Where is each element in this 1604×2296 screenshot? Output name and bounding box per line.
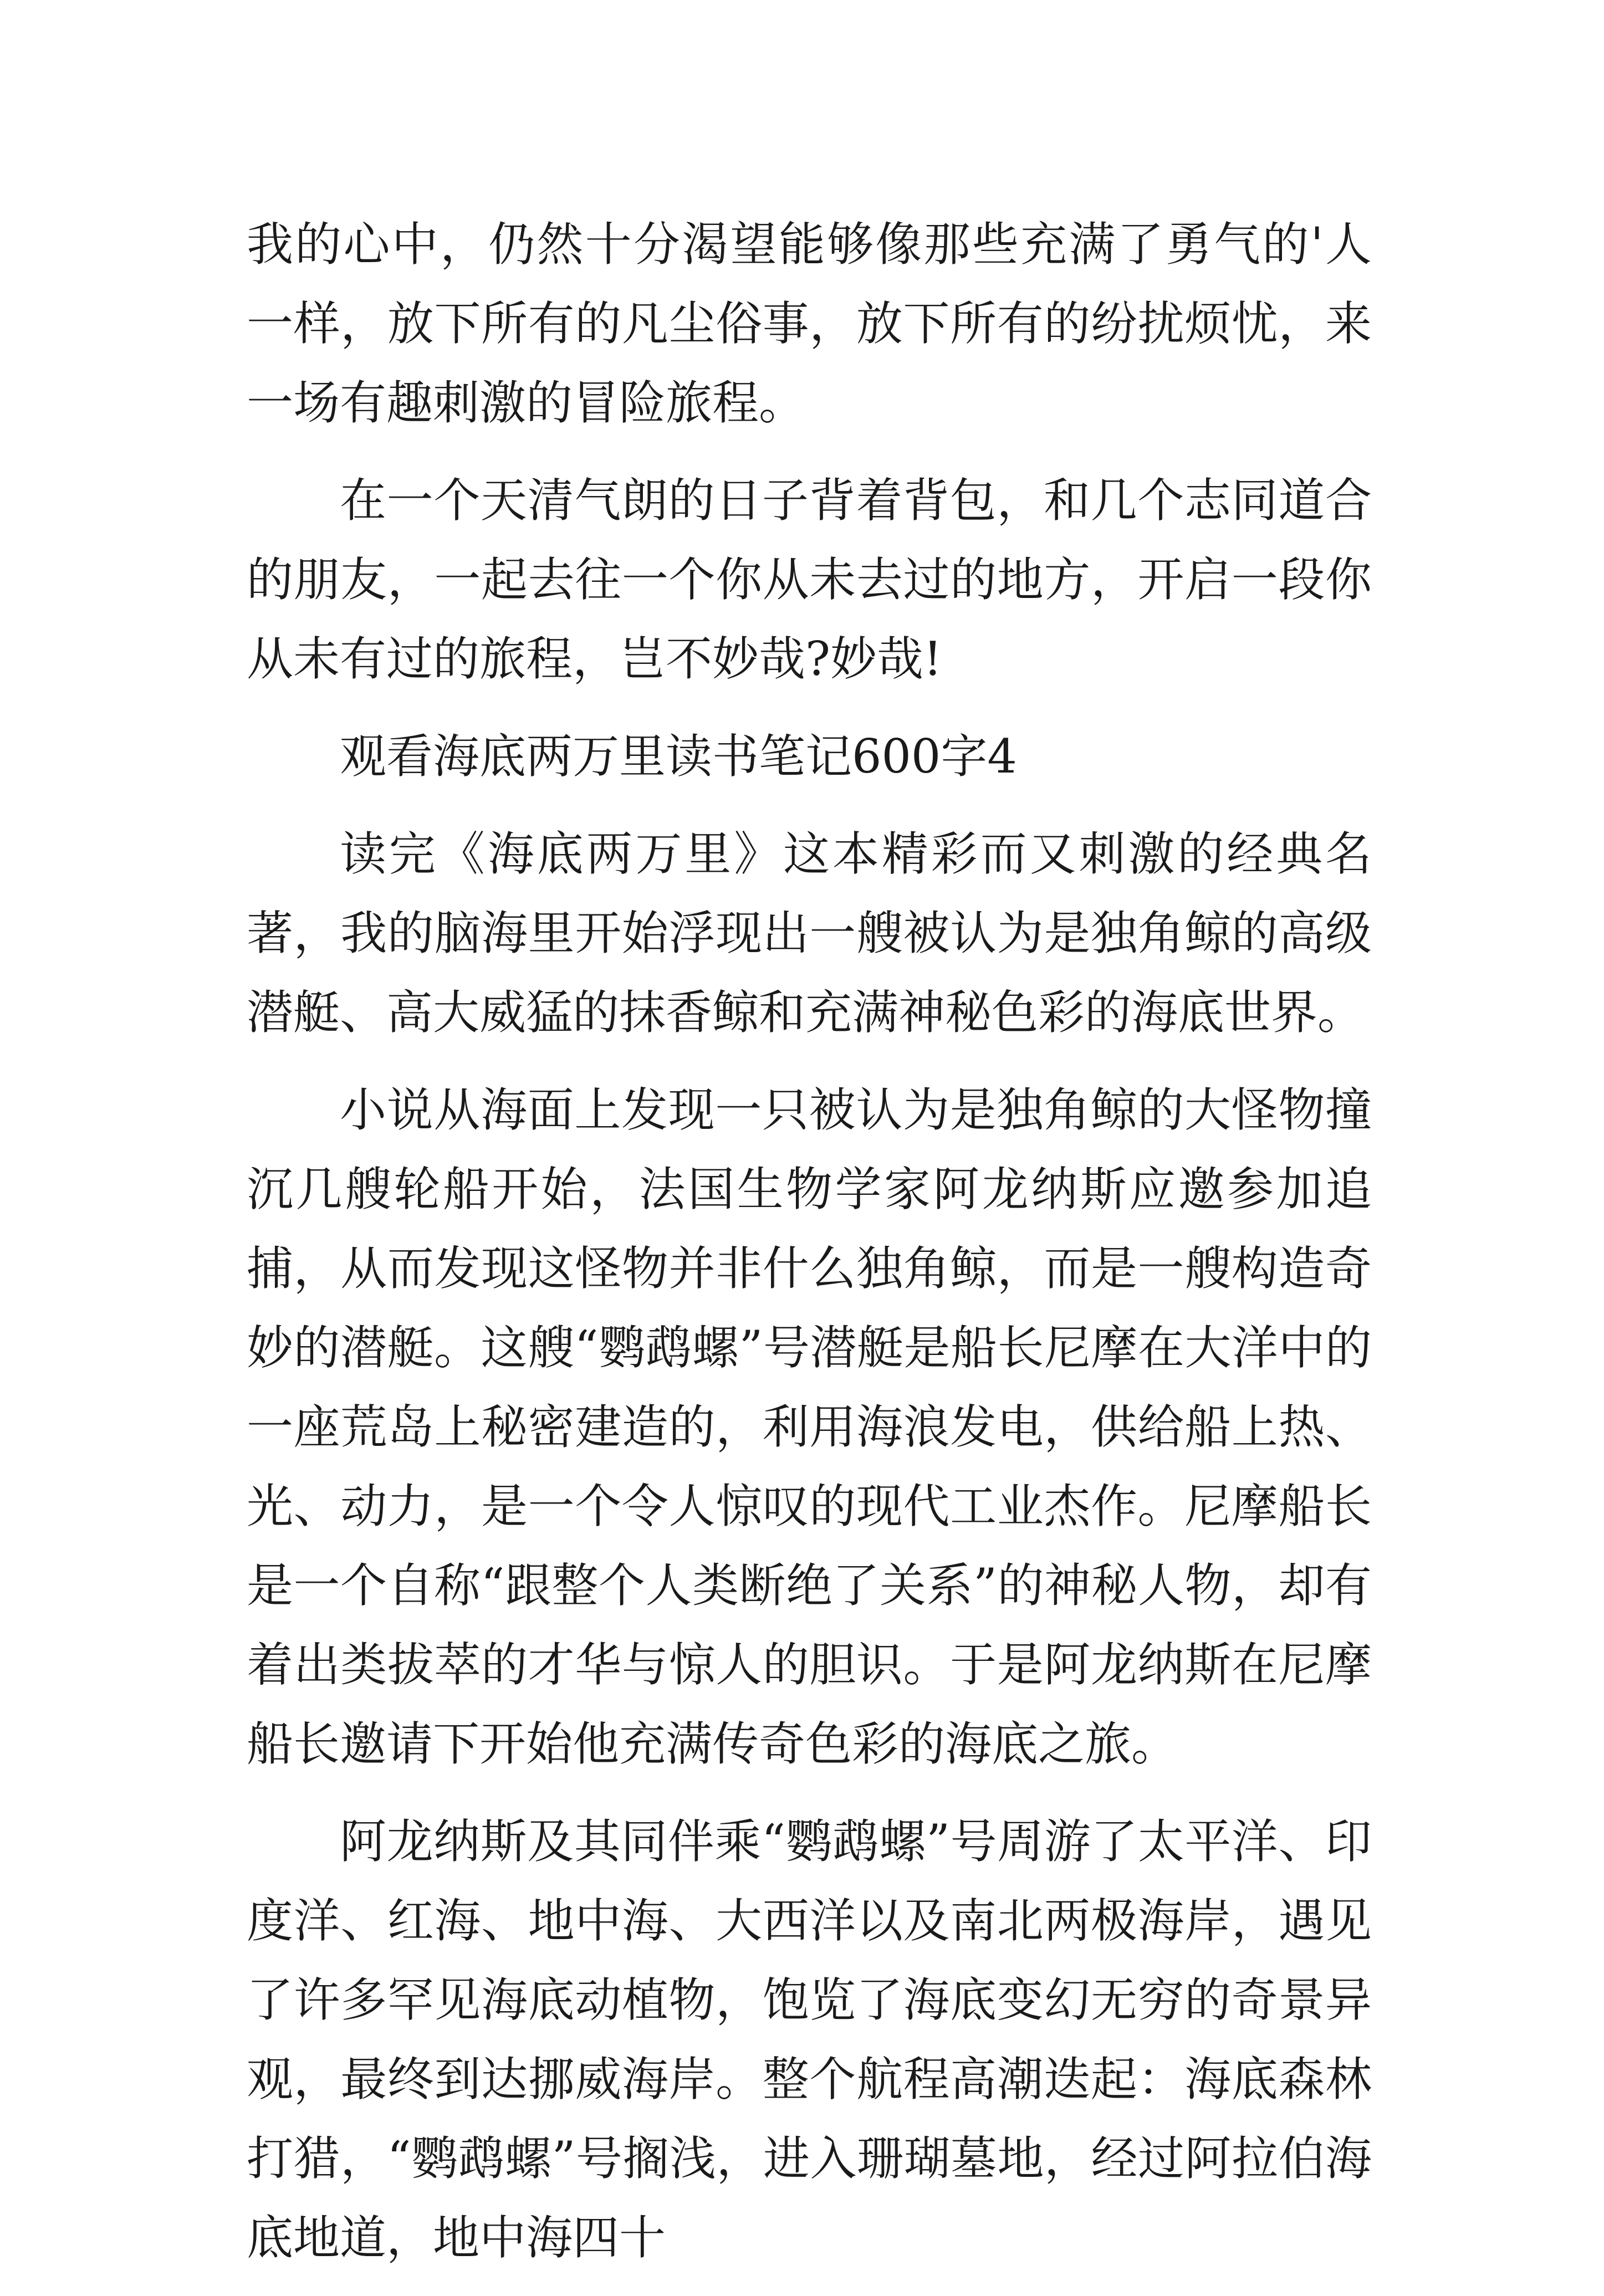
paragraph-5: 阿龙纳斯及其同伴乘“鹦鹉螺”号周游了太平洋、印度洋、红海、地中海、大西洋以及南北两极海岸，遇见了许多罕见海底动植物，饱览了海底变幻无穷的奇景异观，最终到达挪威海岸。整个航程高潮迭起：海底森林打猎，“鹦鹉螺”号搁浅，进入珊瑚墓地，经过阿拉伯海底地道，地中海四十 — [247, 1814, 1372, 2265]
paragraph-2: 在一个天清气朗的日子背着背包，和几个志同道合的朋友，一起去往一个你从未去过的地方，开启一段你从未有过的旅程，岂不妙哉?妙哉! — [247, 473, 1372, 686]
section-heading: 观看海底两万里读书笔记600字4 — [340, 729, 1017, 784]
paragraph-3: 读完《海底两万里》这本精彩而又刺激的经典名著，我的脑海里开始浮现出一艘被认为是独角鲸的高级潜艇、高大威猛的抹香鲸和充满神秘色彩的海底世界。 — [247, 827, 1372, 1040]
body-text — [247, 205, 1372, 2296]
paragraph-4: 小说从海面上发现一只被认为是独角鲸的大怪物撞沉几艘轮船开始，法国生物学家阿龙纳斯应邀参加追捕，从而发现这怪物并非什么独角鲸，而是一艘构造奇妙的潜艇。这艘“鹦鹉螺”号潜艇是船长尼摩在大洋中的一座荒岛上秘密建造的，利用海浪发电，供给船上热、光、动力，是一个令人惊叹的现代工业杰作。尼摩船长是一个自称“跟整个人类断绝了关系”的神秘人物，却有着出类拔萃的才华与惊人的胆识。于是阿龙纳斯在尼摩船长邀请下开始他充满传奇色彩的海底之旅。 — [247, 1083, 1372, 1771]
paragraph-1: 我的心中，仍然十分渴望能够像那些充满了勇气的'人一样，放下所有的凡尘俗事，放下所有的纷扰烦忧，来一场有趣刺激的冒险旅程。 — [247, 217, 1372, 430]
